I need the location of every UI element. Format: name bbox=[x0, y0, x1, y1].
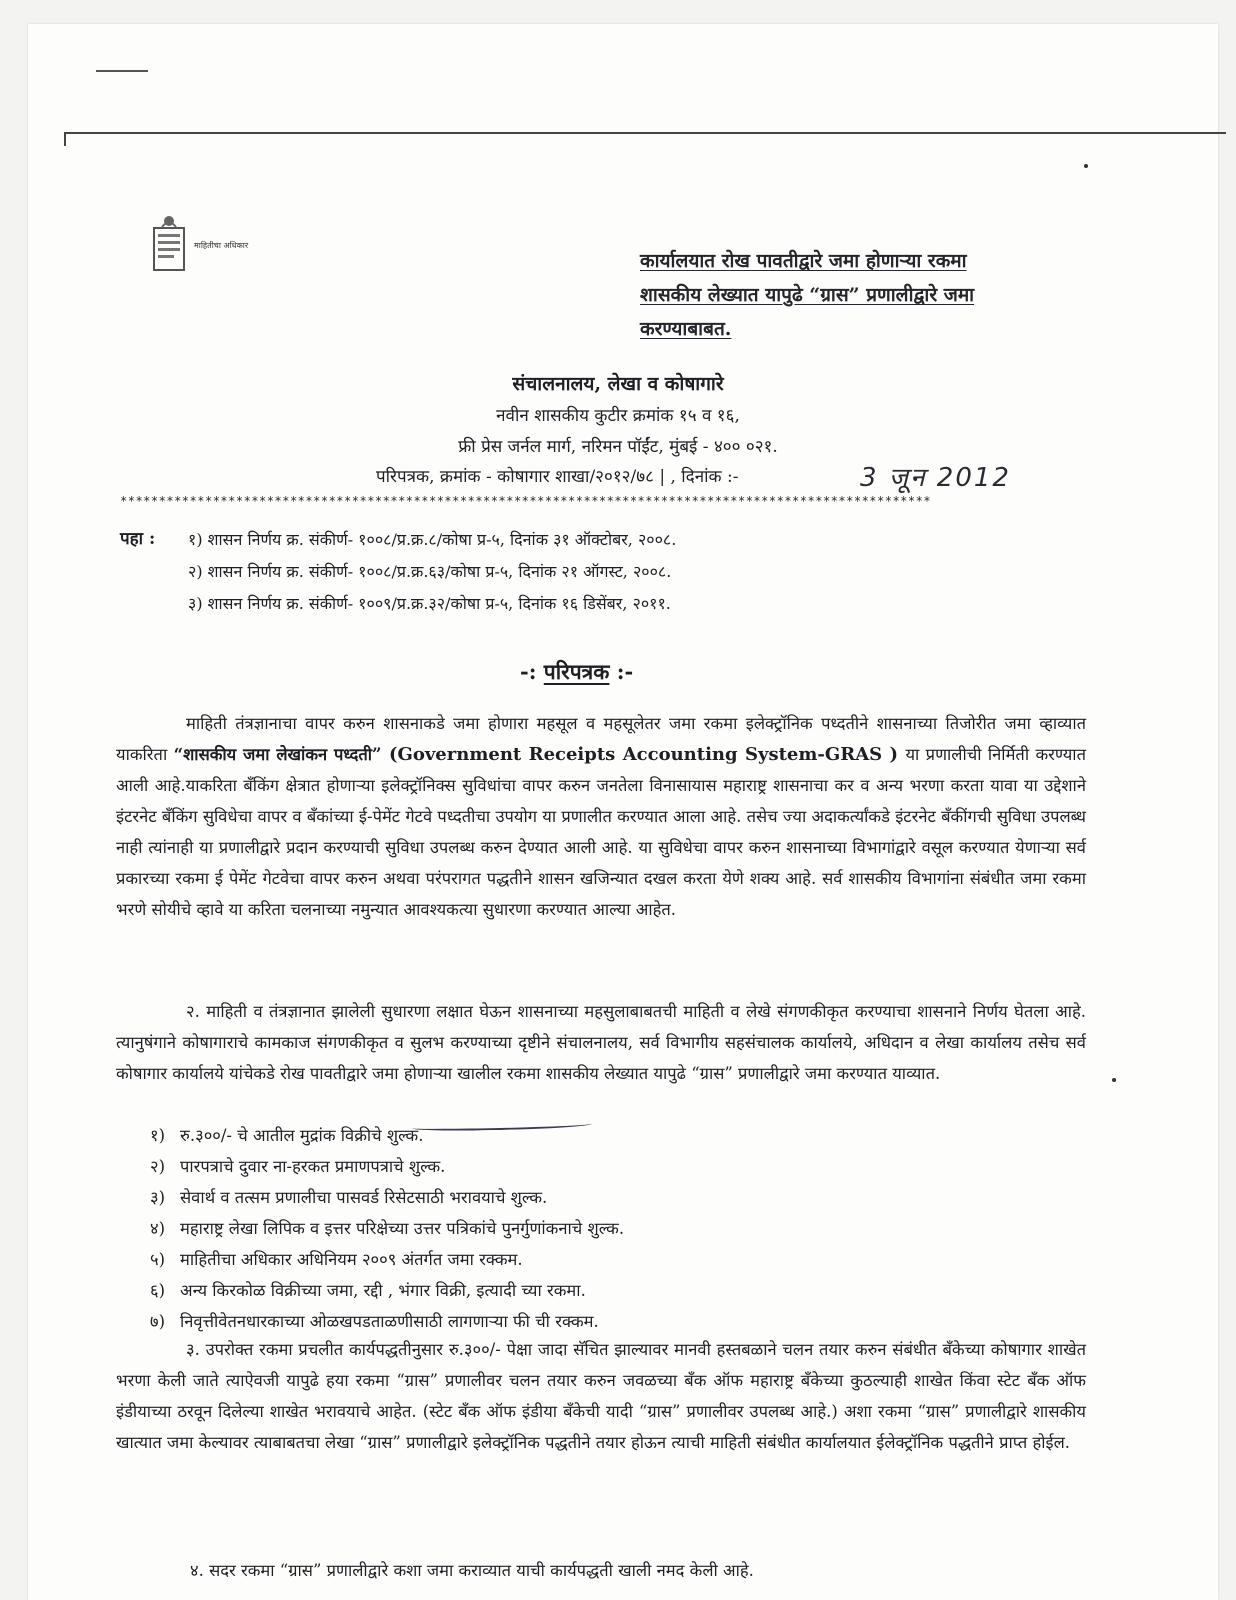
list-item bbox=[150, 1120, 624, 1151]
office-name: संचालनालय, लेखा व कोषागारे bbox=[512, 373, 724, 395]
scan-speck bbox=[1084, 164, 1088, 168]
scan-speck bbox=[1112, 1078, 1116, 1082]
list-text: रु.३००/- चे आतील मुद्रांक विक्रीचे शुल्क. bbox=[180, 1126, 424, 1145]
scan-mark bbox=[96, 70, 148, 72]
list-text: निवृत्तीवेतनधारकाच्या ओळखपडताळणीसाठी लागणाऱ्या फी ची रक्कम. bbox=[180, 1312, 599, 1331]
scan-edge-corner bbox=[64, 132, 66, 146]
rti-emblem-icon bbox=[148, 214, 190, 274]
english-term: (Government Receipts Accounting System-GRAS ) bbox=[381, 744, 906, 765]
heading-title: परिपत्रक bbox=[543, 659, 610, 684]
list-item bbox=[150, 1275, 624, 1306]
paragraph-1 bbox=[116, 708, 1086, 925]
subject-line: कार्यालयात रोख पावतीद्वारे जमा होणाऱ्या रकमा bbox=[640, 250, 967, 272]
list-number: ४) bbox=[150, 1219, 166, 1238]
list-number: १) bbox=[150, 1126, 166, 1145]
list-item bbox=[150, 1182, 624, 1213]
paragraph-4-partial: ४. सदर रकमा “ग्रास” प्रणालीद्वारे कशा जमा कराव्यात याची कार्यपद्धती खाली नमद केली आहे. bbox=[190, 1561, 754, 1580]
list-item bbox=[150, 1151, 624, 1182]
paragraph-3: ३. उपरोक्त रकमा प्रचलीत कार्यपद्धतीनुसार रु.३००/- पेक्षा जादा सॅचित झाल्यावर मानवी हस्तबळाने चलन तयार करुन संबंधीत बँकेच्या कोषागार शाखेत भरणा केली जाते त्याऐवजी यापुढे हया रकमा “ग्रास” प्रणालीवर चलन तयार करुन जवळच्या बँक ऑफ महाराष्ट्र बँकेच्या कुठल्याही शाखेत किंवा स्टेट बँक ऑफ इंडीयाच्या ठरवून दिलेल्या शाखेत भरावयाचे आहेत. (स्टेट बँक ऑफ इंडीया बँकेची यादी “ग्रास” प्रणालीवर उपलब्ध आहे.) अशा रकमा “ग्रास” प्रणालीद्वारे शासकीय खात्यात जमा केल्यावर त्याबाबतचा लेखा “ग्रास” प्रणालीद्वारे इलेक्ट्रॉनिक पद्धतीने तयार होऊन त्याची माहिती संबंधीत कार्यालयात ईलेक्ट्रॉनिक पद्धतीने प्राप्त होईल. bbox=[116, 1340, 1086, 1452]
bold-term: “शासकीय जमा लेखांकन पध्दती” bbox=[173, 745, 382, 764]
list-text: माहितीचा अधिकार अधिनियम २००९ अंतर्गत जमा रक्कम. bbox=[180, 1250, 523, 1269]
circular-number: परिपत्रक, क्रमांक - कोषागार शाखा/२०१२/७८ | , दिनांक :- bbox=[376, 467, 739, 487]
reference-item: ३) शासन निर्णय क्र. संकीर्ण- १००९/प्र.क्र.३२/कोषा प्र-५, दिनांक १६ डिसेंबर, २०११. bbox=[188, 594, 671, 613]
list-number: ७) bbox=[150, 1312, 166, 1331]
paragraph-text: माहिती तंत्रज्ञानाचा वापर करुन शासनाकडे जमा होणारा महसूल व महसूलेतर जमा रकमा इलेक्ट्रॉनिक पध्दतीने शासनाच्या तिजोरीत जमा व्हाव्यात याकरिता bbox=[116, 714, 1086, 764]
scan-edge-line bbox=[64, 132, 1226, 134]
list-number: ३) bbox=[150, 1188, 166, 1207]
references-label: पहा : bbox=[120, 529, 156, 549]
emblem-label: माहितीचा अधिकार bbox=[194, 241, 249, 250]
list-number: ५) bbox=[150, 1250, 166, 1269]
fees-list bbox=[150, 1120, 624, 1337]
list-item bbox=[150, 1213, 624, 1244]
heading-suffix: :- bbox=[609, 659, 634, 684]
office-address-line: फ्री प्रेस जर्नल मार्ग, नरिमन पॉईंट, मुंबई - ४०० ०२१. bbox=[458, 437, 778, 457]
circular-heading bbox=[520, 658, 633, 686]
separator-stars: ********************************************************************************************************* bbox=[120, 494, 932, 508]
subject-block bbox=[640, 244, 1110, 346]
office-address-line: नवीन शासकीय कुटीर क्रमांक १५ व १६, bbox=[496, 406, 740, 426]
reference-item: २) शासन निर्णय क्र. संकीर्ण- १००८/प्र.क्र.६३/कोषा प्र-५, दिनांक २१ ऑगस्ट, २००८. bbox=[188, 562, 672, 581]
list-text: महाराष्ट्र लेखा लिपिक व इत्तर परिक्षेच्या उत्तर पत्रिकांचे पुनर्गुणांकनाचे शुल्क. bbox=[180, 1219, 625, 1238]
list-item bbox=[150, 1244, 624, 1275]
list-item bbox=[150, 1306, 624, 1337]
paragraph-2: २. माहिती व तंत्रज्ञानात झालेली सुधारणा लक्षात घेऊन शासनाच्या महसुलाबाबतची माहिती व लेखे संगणकीकृत करण्याचा शासनाने निर्णय घेतला आहे. त्यानुषंगाने कोषागाराचे कामकाज संगणकीकृत व सुलभ करण्याच्या दृष्टीने संचालनालय, सर्व विभागीय सहसंचालक कार्यालये, अधिदान व लेखा कार्यालय तसेच सर्व कोषागार कार्यालये यांचेकडे रोख पावतीद्वारे जमा होणाऱ्या खालील रकमा शासकीय लेख्यात यापुढे “ग्रास” प्रणालीद्वारे जमा करण्यात याव्यात. bbox=[116, 1002, 1086, 1083]
reference-item: १) शासन निर्णय क्र. संकीर्ण- १००८/प्र.क्र.८/कोषा प्र-५, दिनांक ३१ ऑक्टोबर, २००८. bbox=[188, 530, 677, 549]
list-number: २) bbox=[150, 1157, 166, 1176]
subject-line: करण्याबाबत. bbox=[640, 318, 732, 340]
list-text: सेवार्थ व तत्सम प्रणालीचा पासवर्ड रिसेटसाठी भरावयाचे शुल्क. bbox=[180, 1188, 548, 1207]
handwritten-date: 3 जून 2012 bbox=[860, 463, 1011, 493]
paragraph-text: या प्रणालीची निर्मिती करण्यात आली आहे.याकरिता बँकिंग क्षेत्रात होणाऱ्या इलेक्ट्रॉनिक्स सुविधांचा वापर करुन जनतेला विनासायास महाराष्ट्र शासनाचा कर व अन्य भरणा करता यावा या उद्देशाने इंटरनेट बँकिंग सुविधेचा वापर व बँकांच्या ई-पेमेंट गेटवे पध्दतीचा उपयोग या प्रणालीत करण्यात आला आहे. तसेच ज्या अदाकर्त्यांकडे इंटरनेट बँकींगची सुविधा उपलब्ध नाही त्यांनाही या प्रणालीद्वारे प्रदान करण्याची सुविधा उपलब्ध करुन देण्यात आली आहे. या सुविधेचा वापर करुन शासनाच्या विभागांद्वारे वसूल करण्यात येणाऱ्या सर्व प्रकारच्या रकमा ई पेमेंट गेटवेचा वापर करुन अथवा परंपरागत पद्धतीने शासन खजिन्यात दखल करता येणे शक्य आहे. सर्व शासकीय विभागांना संबंधीत जमा रकमा भरणे सोयीचे व्हावे या करिता चलनाच्या नमुन्यात आवश्यकत्या सुधारणा करण्यात आल्या आहेत. bbox=[116, 745, 1086, 919]
subject-line: शासकीय लेख्यात यापुढे “ग्रास” प्रणालीद्वारे जमा bbox=[640, 284, 975, 306]
list-text: पारपत्राचे दुवार ना-हरकत प्रमाणपत्राचे शुल्क. bbox=[180, 1157, 446, 1176]
list-number: ६) bbox=[150, 1281, 166, 1300]
heading-prefix: -: bbox=[520, 659, 544, 684]
list-text: अन्य किरकोळ विक्रीच्या जमा, रद्दी , भंगार विक्री, इत्यादी च्या रकमा. bbox=[180, 1281, 586, 1300]
